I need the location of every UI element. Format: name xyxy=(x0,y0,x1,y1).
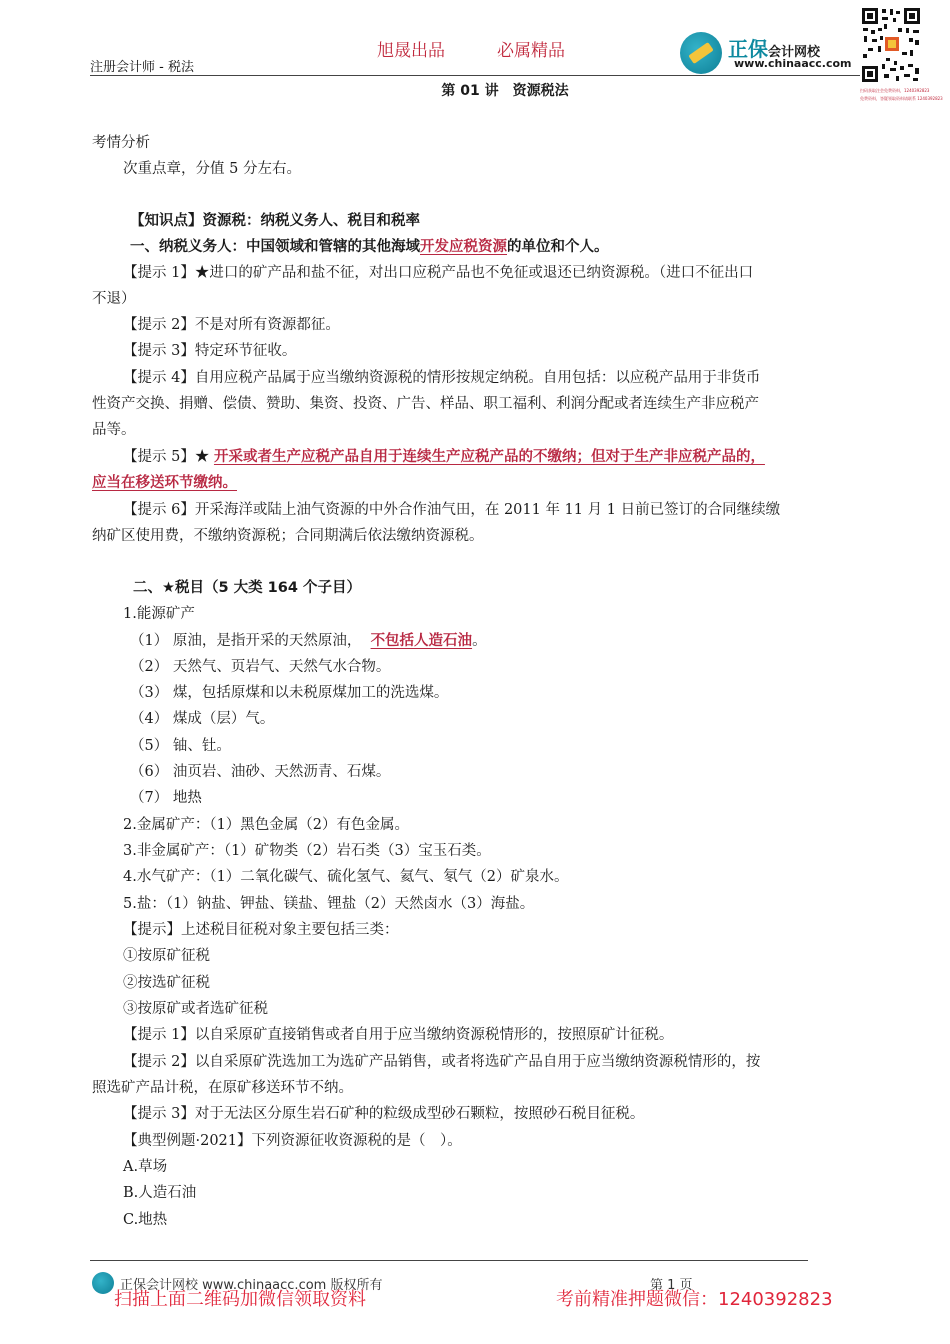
page-title: 第 01 讲 资源税法 xyxy=(441,83,569,99)
footer-logo-icon xyxy=(92,1272,114,1294)
footer-copyright: 正保会计网校 www.chinaacc.com 版权所有 xyxy=(120,1278,383,1293)
qr-code-icon xyxy=(860,6,922,84)
paragraph: 次重点章，分值 5 分左右。 xyxy=(123,161,301,177)
brand-url: www.chinaacc.com xyxy=(734,57,852,70)
list-item-text: （1） 原油，是指开采的天然原油， xyxy=(130,633,362,649)
tip5-label: 【提示 5】★ xyxy=(123,449,210,465)
option-b: B.人造石油 xyxy=(123,1185,197,1201)
tip-line: 品等。 xyxy=(92,422,136,438)
highlight-develop: 开发应税资源 xyxy=(420,239,507,255)
tip-line: 【提示】上述税目征税对象主要包括三类： xyxy=(123,922,399,938)
promo-left: 扫描上面二维码加微信领取资料 xyxy=(114,1289,366,1310)
list-item: 5.盐：（1）钠盐、钾盐、镁盐、锂盐（2）天然卤水（3）海盐。 xyxy=(123,896,535,912)
brand-name-suffix: 会计网校 xyxy=(768,45,821,60)
tip-line: 【提示 3】对于无法区分原生岩石矿种的粒级成型砂石颗粒，按照砂石税目征税。 xyxy=(123,1106,645,1122)
tip-line: 照选矿产品计税，在原矿移送环节不纳。 xyxy=(92,1080,353,1096)
heading-taxpayer-end: 的单位和个人。 xyxy=(507,239,609,255)
list-item: ③按原矿或者选矿征税 xyxy=(123,1001,268,1017)
list-item: 3.非金属矿产：（1）矿物类（2）岩石类（3）宝玉石类。 xyxy=(123,843,491,859)
tip-line: 【提示 3】特定环节征收。 xyxy=(123,343,297,359)
list-item-end: 。 xyxy=(472,633,487,649)
slogan-left: 旭晟出品 xyxy=(377,41,445,61)
tip5-highlight: 开采或者生产应税产品自用于连续生产应税产品的不缴纳；但对于生产非应税产品的， xyxy=(213,449,765,465)
list-item: （3） 煤，包括原煤和以未税原煤加工的洗选煤。 xyxy=(130,685,449,701)
list-item: 2.金属矿产：（1）黑色金属（2）有色金属。 xyxy=(123,817,410,833)
highlight-exclude: 不包括人造石油 xyxy=(370,633,473,649)
tip-line: 不退） xyxy=(92,291,136,307)
tip5-highlight-cont: 应当在移送环节缴纳。 xyxy=(92,475,237,491)
heading-taxpayer-text: 一、纳税义务人：中国领域和管辖的其他海域 xyxy=(130,239,420,255)
list-item: 1.能源矿产 xyxy=(123,606,195,622)
footer-divider xyxy=(90,1260,808,1261)
tip-line: 【提示 2】不是对所有资源都征。 xyxy=(123,317,340,333)
list-item: （2） 天然气、页岩气、天然气水合物。 xyxy=(130,659,391,675)
tip-line: 纳矿区使用费，不缴纳资源税；合同期满后依法缴纳资源税。 xyxy=(92,528,484,544)
tip-line: 【提示 6】开采海洋或陆上油气资源的中外合作油气田，在 2011 年 11 月 1 日前已签订的合同继续缴 xyxy=(123,502,781,518)
heading-taxpayer xyxy=(130,237,609,257)
option-c: C.地热 xyxy=(123,1212,168,1228)
qr-code-graphic xyxy=(860,6,922,84)
option-a: A.草场 xyxy=(123,1159,168,1175)
qr-caption-1: 扫码获取注会免费资料，12403928​23 xyxy=(860,88,930,93)
qr-caption-2: 免费资料，答疑领取资料请联系 1240392823 xyxy=(860,96,943,101)
brand-logo-icon xyxy=(680,32,722,74)
example-question: 【典型例题·2021】下列资源征收资源税的是（ ）。 xyxy=(123,1133,462,1149)
heading-items: 二、★税目（5 大类 164 个子目） xyxy=(133,580,361,596)
brand-name-main: 正保 xyxy=(728,37,768,61)
list-item: （5） 铀、钍。 xyxy=(130,738,231,754)
section-label: 考情分析 xyxy=(92,135,150,151)
tip-line: 【提示 1】★进口的矿产品和盐不征，对出口应税产品也不免征或退还已纳资源税。（进口不征出口 xyxy=(123,265,754,281)
header-divider xyxy=(90,75,860,76)
tip-line: 性资产交换、捐赠、偿债、赞助、集资、投资、广告、样品、职工福利、利润分配或者连续生产非应税产 xyxy=(92,396,759,412)
list-item: 4.水气矿产：（1）二氧化碳气、硫化氢气、氦气、氡气（2）矿泉水。 xyxy=(123,869,569,885)
tip-line: 【提示 1】以自采原矿直接销售或者自用于应当缴纳资源税情形的，按照原矿计征税。 xyxy=(123,1027,674,1043)
list-item xyxy=(130,631,487,651)
list-item: ②按选矿征税 xyxy=(123,975,210,991)
promo-right: 考前精准押题微信：1240392823 xyxy=(556,1289,833,1310)
tip-line xyxy=(123,447,765,467)
course-label: 注册会计师 - 税法 xyxy=(90,60,194,75)
footer-page-number: 第 1 页 xyxy=(650,1278,693,1293)
knowledge-heading: 【知识点】资源税：纳税义务人、税目和税率 xyxy=(130,213,420,229)
tip-line: 【提示 4】自用应税产品属于应当缴纳资源税的情形按规定纳税。自用包括：以应税产品用于非货币 xyxy=(123,370,761,386)
list-item: （4） 煤成（层）气。 xyxy=(130,711,275,727)
list-item: （7） 地热 xyxy=(130,790,202,806)
list-item: ①按原矿征税 xyxy=(123,948,210,964)
tip-line: 【提示 2】以自采原矿洗选加工为选矿产品销售，或者将选矿产品自用于应当缴纳资源税情形的，按 xyxy=(123,1054,761,1070)
slogan-right: 必属精品 xyxy=(497,41,565,61)
list-item: （6） 油页岩、油砂、天然沥青、石煤。 xyxy=(130,764,391,780)
